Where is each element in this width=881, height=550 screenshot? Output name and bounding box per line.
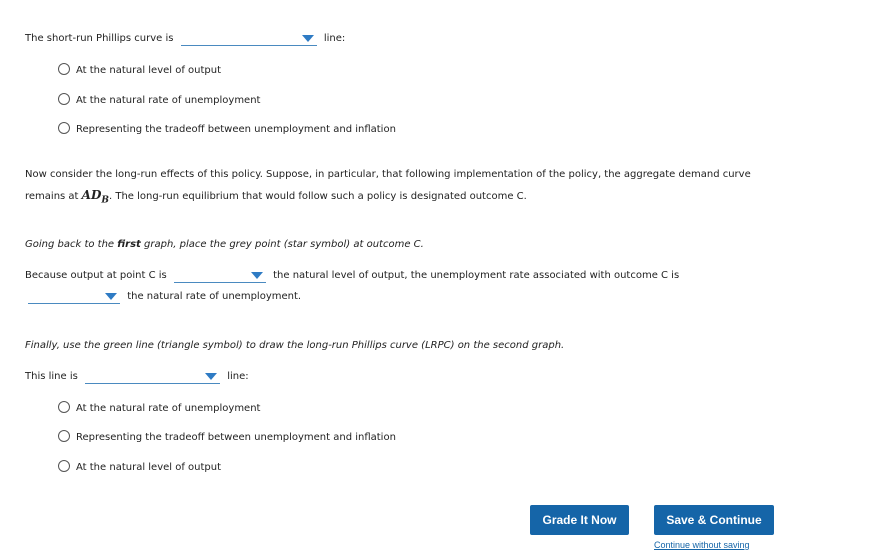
radio-button[interactable] bbox=[58, 93, 70, 105]
option-label: At the natural level of output bbox=[76, 462, 222, 473]
chevron-down-icon bbox=[105, 293, 117, 300]
instruction-1: Going back to the first graph, place the grey point (star symbol) at outcome C. bbox=[25, 239, 424, 250]
radio-button[interactable] bbox=[58, 122, 70, 134]
chevron-down-icon bbox=[302, 35, 314, 42]
q3-option-1[interactable] bbox=[58, 402, 260, 416]
option-label: At the natural level of output bbox=[76, 65, 222, 76]
q2-dropdown-2[interactable] bbox=[28, 289, 120, 304]
radio-button[interactable] bbox=[58, 63, 70, 75]
radio-button[interactable] bbox=[58, 430, 70, 442]
longrun-line-1: Now consider the long-run effects of this policy. Suppose, in particular, that following implementation of the policy, the aggregate demand curve bbox=[25, 169, 751, 180]
q2-dropdown-1[interactable] bbox=[174, 268, 266, 283]
grade-it-now-button[interactable]: Grade It Now bbox=[530, 505, 629, 535]
q1-option-3[interactable] bbox=[58, 123, 396, 137]
instruction-2: Finally, use the green line (triangle symbol) to draw the long-run Phillips curve (LRPC) on the second graph. bbox=[25, 340, 565, 351]
save-continue-button[interactable]: Save & Continue bbox=[654, 505, 774, 535]
chevron-down-icon bbox=[251, 272, 263, 279]
q3-option-3[interactable] bbox=[58, 461, 221, 475]
continue-without-saving-link[interactable]: Continue without saving bbox=[654, 540, 750, 550]
radio-button[interactable] bbox=[58, 460, 70, 472]
chevron-down-icon bbox=[205, 373, 217, 380]
q2-row-2 bbox=[25, 289, 301, 304]
longrun-line2-suffix: . The long-run equilibrium that would follow such a policy is designated outcome C. bbox=[108, 191, 527, 202]
q3-option-2[interactable] bbox=[58, 431, 396, 445]
longrun-line-2 bbox=[25, 188, 527, 207]
option-label: Representing the tradeoff between unemployment and inflation bbox=[76, 432, 396, 443]
instruction-bold: first bbox=[117, 239, 141, 250]
longrun-line2-prefix: remains at bbox=[25, 191, 79, 202]
ad-symbol: $AD_B$ bbox=[81, 188, 109, 206]
q1-dropdown[interactable] bbox=[181, 31, 317, 46]
q3-dropdown[interactable] bbox=[85, 369, 220, 384]
q3-row bbox=[25, 369, 249, 384]
q2-suffix: the natural rate of unemployment. bbox=[127, 291, 302, 302]
option-label: At the natural rate of unemployment bbox=[76, 403, 261, 414]
radio-button[interactable] bbox=[58, 401, 70, 413]
q3-prefix: This line is bbox=[25, 371, 78, 382]
q2-prefix: Because output at point C is bbox=[25, 270, 167, 281]
q2-row-1 bbox=[25, 268, 679, 283]
q3-suffix: line: bbox=[227, 371, 249, 382]
q1-option-2[interactable] bbox=[58, 94, 260, 108]
q1-prefix: The short-run Phillips curve is bbox=[25, 33, 174, 44]
option-label: At the natural rate of unemployment bbox=[76, 95, 261, 106]
q1-row bbox=[25, 31, 345, 46]
q1-suffix: line: bbox=[323, 33, 346, 44]
option-label: Representing the tradeoff between unemployment and inflation bbox=[76, 124, 396, 135]
q1-option-1[interactable] bbox=[58, 64, 221, 78]
q2-middle: the natural level of output, the unemployment rate associated with outcome C is bbox=[273, 270, 680, 281]
